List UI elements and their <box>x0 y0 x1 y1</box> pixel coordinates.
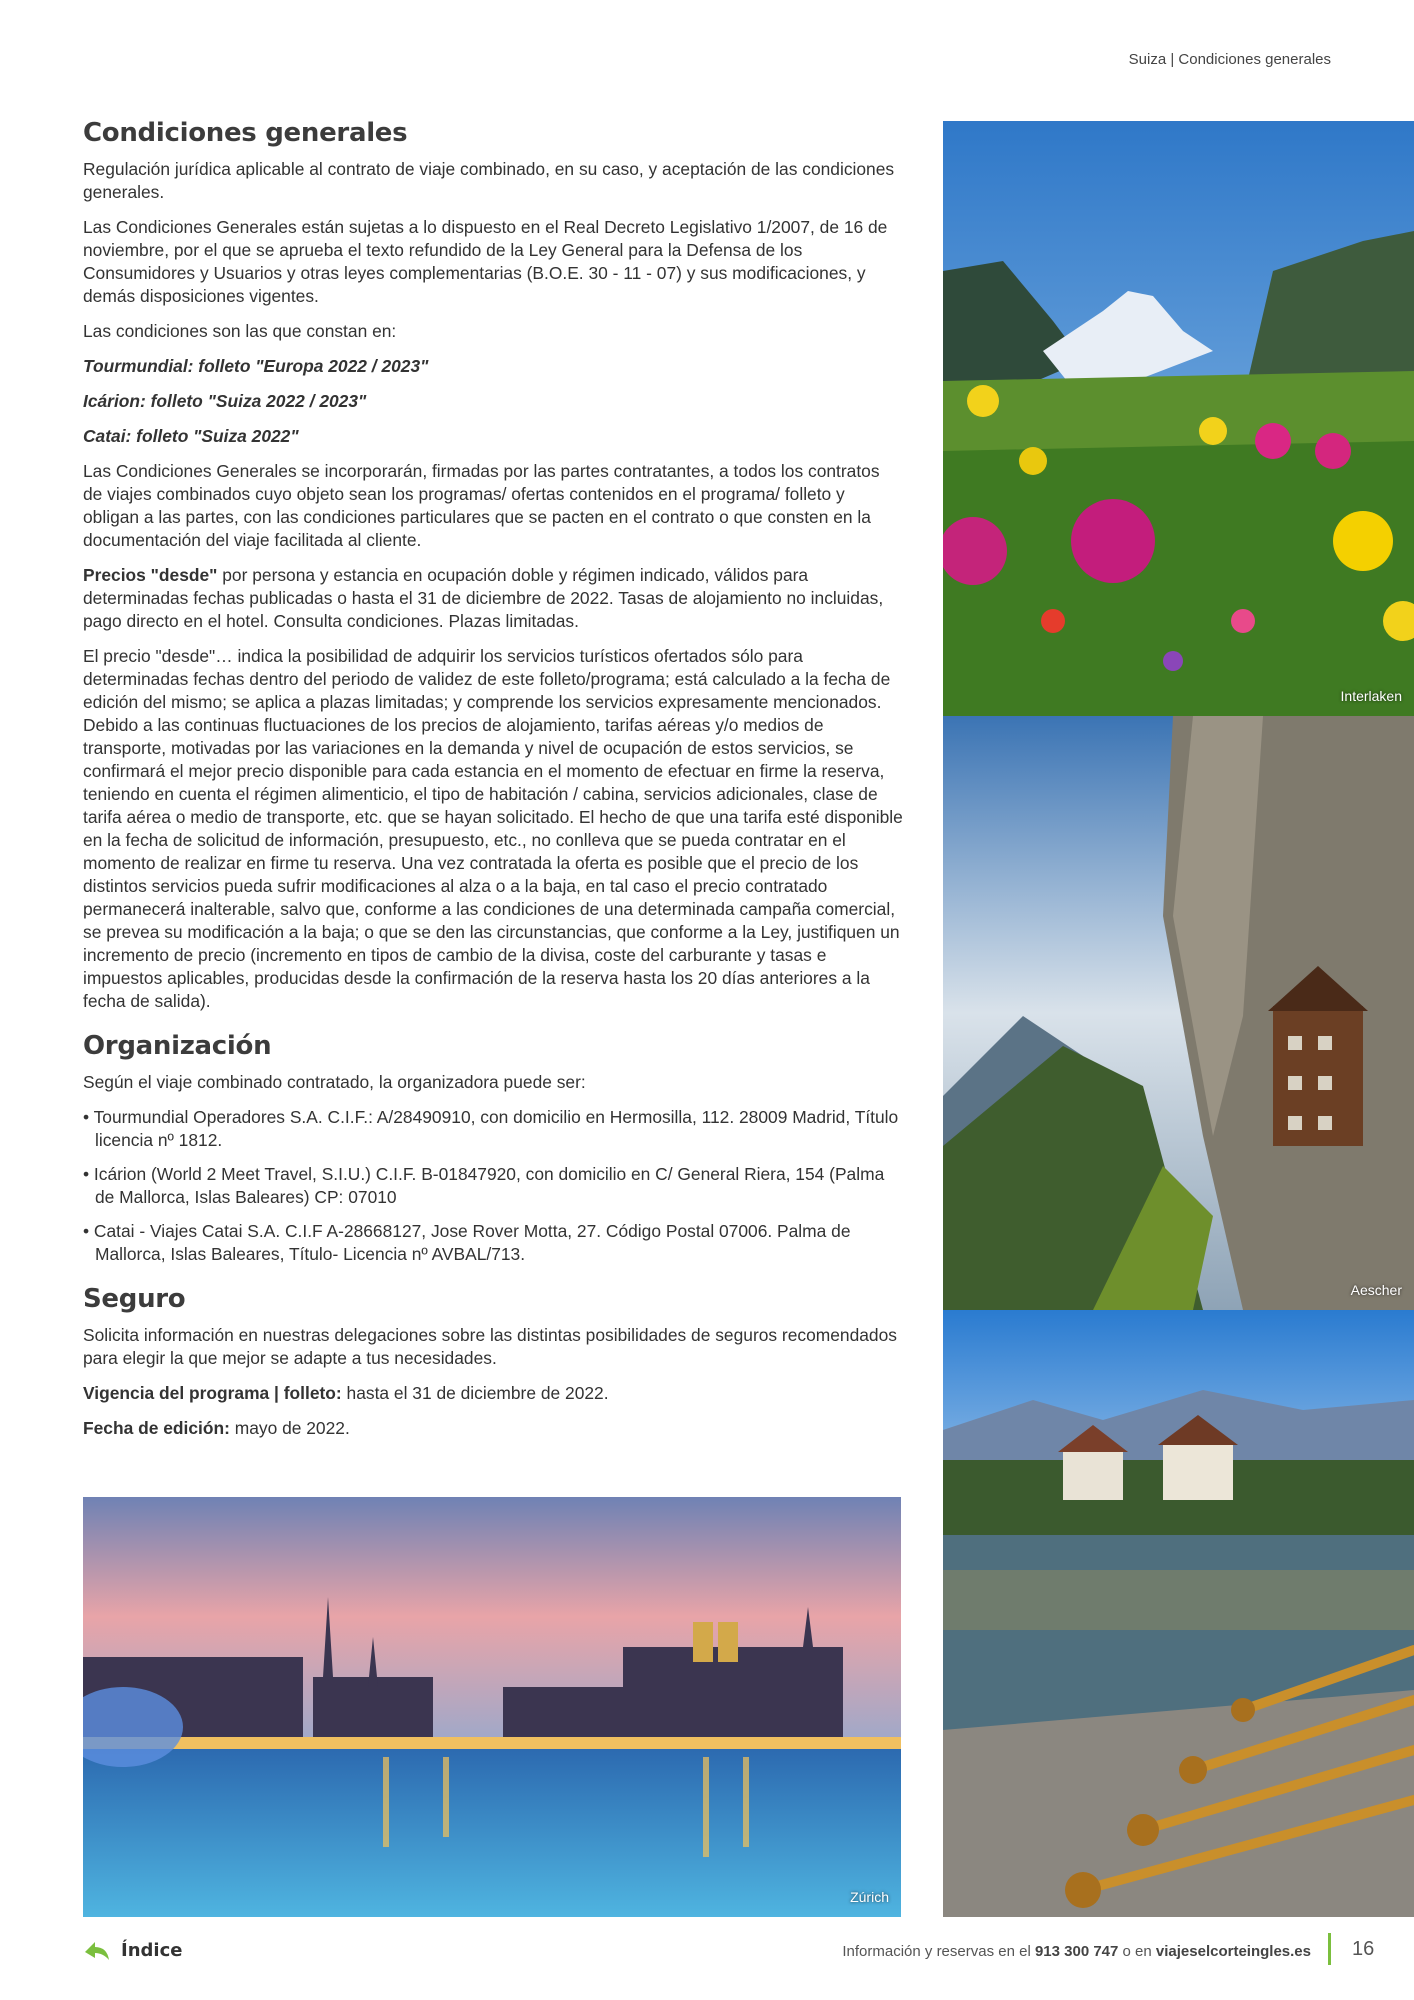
back-arrow-icon <box>83 1936 111 1964</box>
paragraph: Regulación jurídica aplicable al contrato de viaje combinado, en su caso, y aceptación de las condiciones generales. <box>83 159 895 202</box>
index-link[interactable] <box>83 1936 182 1964</box>
brochure-icarion: Icárion: folleto "Suiza 2022 / 2023" <box>83 391 367 411</box>
paragraph: Las Condiciones Generales se incorporarán, firmadas por las partes contratantes, a todos los contratos de viajes combinados cuyo objeto sean los programas/ ofertas contenidos en el programa/ folleto y obligan a las partes, con las condiciones particulares que se pacten en el contrato o que consten en la documentación del viaje facilitada al cliente. <box>83 461 880 550</box>
precios-label: Precios "desde" <box>83 565 218 585</box>
aescher-illustration <box>943 716 1414 1310</box>
paragraph: El precio "desde"… indica la posibilidad de adquirir los servicios turísticos ofertados sólo para determinadas fechas dentro del periodo de validez de este folleto/programa; está calculado a la fecha de edición del mismo; se aplica a plazas limitadas; y comprende los servicios expresamente mencionados. Debido a las continuas fluctuaciones de los precios de alojamiento, tarifas aéreas y/o medios de transporte, motivadas por las variaciones en la demanda y nivel de ocupación de estos servicios, se confirmará el mejor precio disponible para cada estancia en el momento de efectuar en firme la reserva, teniendo en cuenta el régimen alimenticio, el tipo de habitación / cabina, servicios adicionales, clase de tarifa aérea o medio de transporte, etc. que se hayan solicitado. El hecho de que una tarifa esté disponible en la fecha de solicitud de información, presupuesto, etc., no conlleva que se pueda contratar en el momento de realizar en firme tu reserva. Una vez contratada la oferta es posible que el precio de los distintos servicios pueda sufrir modificaciones al alza o a la baja, en tal caso el precio contratado permanecerá inalterable, salvo que, conforme a las condiciones de una determinada campaña comercial, se prevea su modificación a la baja; o que se den las circunstancias, que conforme a la Ley, justifiquen un incremento de precio (incremento en tipos de cambio de la divisa, coste del carburante y tasas e impuestos aplicables, producidas desde la confirmación de la reserva hasta los 20 días anteriores a la fecha de salida). <box>83 646 903 1011</box>
zurich-illustration <box>83 1497 901 1917</box>
phone-number[interactable]: 913 300 747 <box>1034 1943 1119 1960</box>
caption-interlaken: Interlaken <box>1340 688 1402 704</box>
footer-divider <box>1328 1933 1331 1965</box>
list-item: • Icárion (World 2 Meet Travel, S.I.U.) C.I.F. B-01847920, con domicilio en C/ General Riera, 154 (Palma de Mallorca, Islas Baleares) CP: 07010 <box>83 1164 885 1207</box>
paragraph-vigencia <box>83 1382 903 1405</box>
info-mid: o en <box>1118 1943 1156 1960</box>
fecha-label: Fecha de edición: <box>83 1418 230 1438</box>
photo-aescher <box>943 716 1414 1310</box>
lake-illustration <box>943 1310 1414 1917</box>
section-title-organizacion: Organización <box>83 1031 272 1061</box>
paragraph: Las Condiciones Generales están sujetas a lo dispuesto en el Real Decreto Legislativo 1/2007, de 16 de noviembre, por el que se aprueba el texto refundido de la Ley General para la Defensa de los Consumidores y Usuarios y otras leyes complementarias (B.O.E. 30 - 11 - 07) y sus modificaciones, y demás disposiciones vigentes. <box>83 217 888 306</box>
precios-text: por persona y estancia en ocupación doble y régimen indicado, válidos para determinadas fechas publicadas o hasta el 31 de diciembre de 2022. Tasas de alojamiento no incluidas, pago directo en el hotel. Consulta condiciones. Plazas limitadas. <box>83 565 884 631</box>
fecha-value: mayo de 2022. <box>229 1418 350 1438</box>
paragraph-precios <box>83 564 903 633</box>
list-item: • Catai - Viajes Catai S.A. C.I.F A-28668127, Jose Rover Motta, 27. Código Postal 07006. Palma de Mallorca, Islas Baleares, Título- Licencia nº AVBAL/713. <box>83 1221 851 1264</box>
photo-zurich <box>83 1497 901 1917</box>
index-label: Índice <box>121 1939 183 1961</box>
section-title-condiciones: Condiciones generales <box>83 118 408 148</box>
caption-zurich: Zúrich <box>850 1889 889 1905</box>
paragraph: Solicita información en nuestras delegaciones sobre las distintas posibilidades de seguros recomendados para elegir la que mejor se adapte a tus necesidades. <box>83 1325 897 1368</box>
paragraph: Según el viaje combinado contratado, la organizadora puede ser: <box>83 1072 586 1092</box>
brochure-tourmundial: Tourmundial: folleto "Europa 2022 / 2023" <box>83 356 429 376</box>
paragraph: Las condiciones son las que constan en: <box>83 321 397 341</box>
vigencia-value: hasta el 31 de diciembre de 2022. <box>341 1383 609 1403</box>
breadcrumb: Suiza | Condiciones generales <box>1128 51 1331 68</box>
brochure-catai: Catai: folleto "Suiza 2022" <box>83 426 299 446</box>
website-link[interactable]: viajeselcorteingles.es <box>1155 1943 1311 1960</box>
paragraph-fecha <box>83 1417 903 1440</box>
main-content <box>83 118 903 1452</box>
vigencia-label: Vigencia del programa | folleto: <box>83 1383 342 1403</box>
section-title-seguro: Seguro <box>83 1284 186 1314</box>
interlaken-illustration <box>943 121 1414 716</box>
footer-info <box>842 1943 1311 1960</box>
photo-lake-alphorns <box>943 1310 1414 1917</box>
page-number: 16 <box>1352 1938 1375 1960</box>
caption-aescher: Aescher <box>1350 1282 1402 1298</box>
info-prefix: Información y reservas en el <box>842 1943 1035 1960</box>
list-item: • Tourmundial Operadores S.A. C.I.F.: A/28490910, con domicilio en Hermosilla, 112. 28009 Madrid, Título licencia nº 1812. <box>83 1107 899 1150</box>
photo-interlaken <box>943 121 1414 716</box>
